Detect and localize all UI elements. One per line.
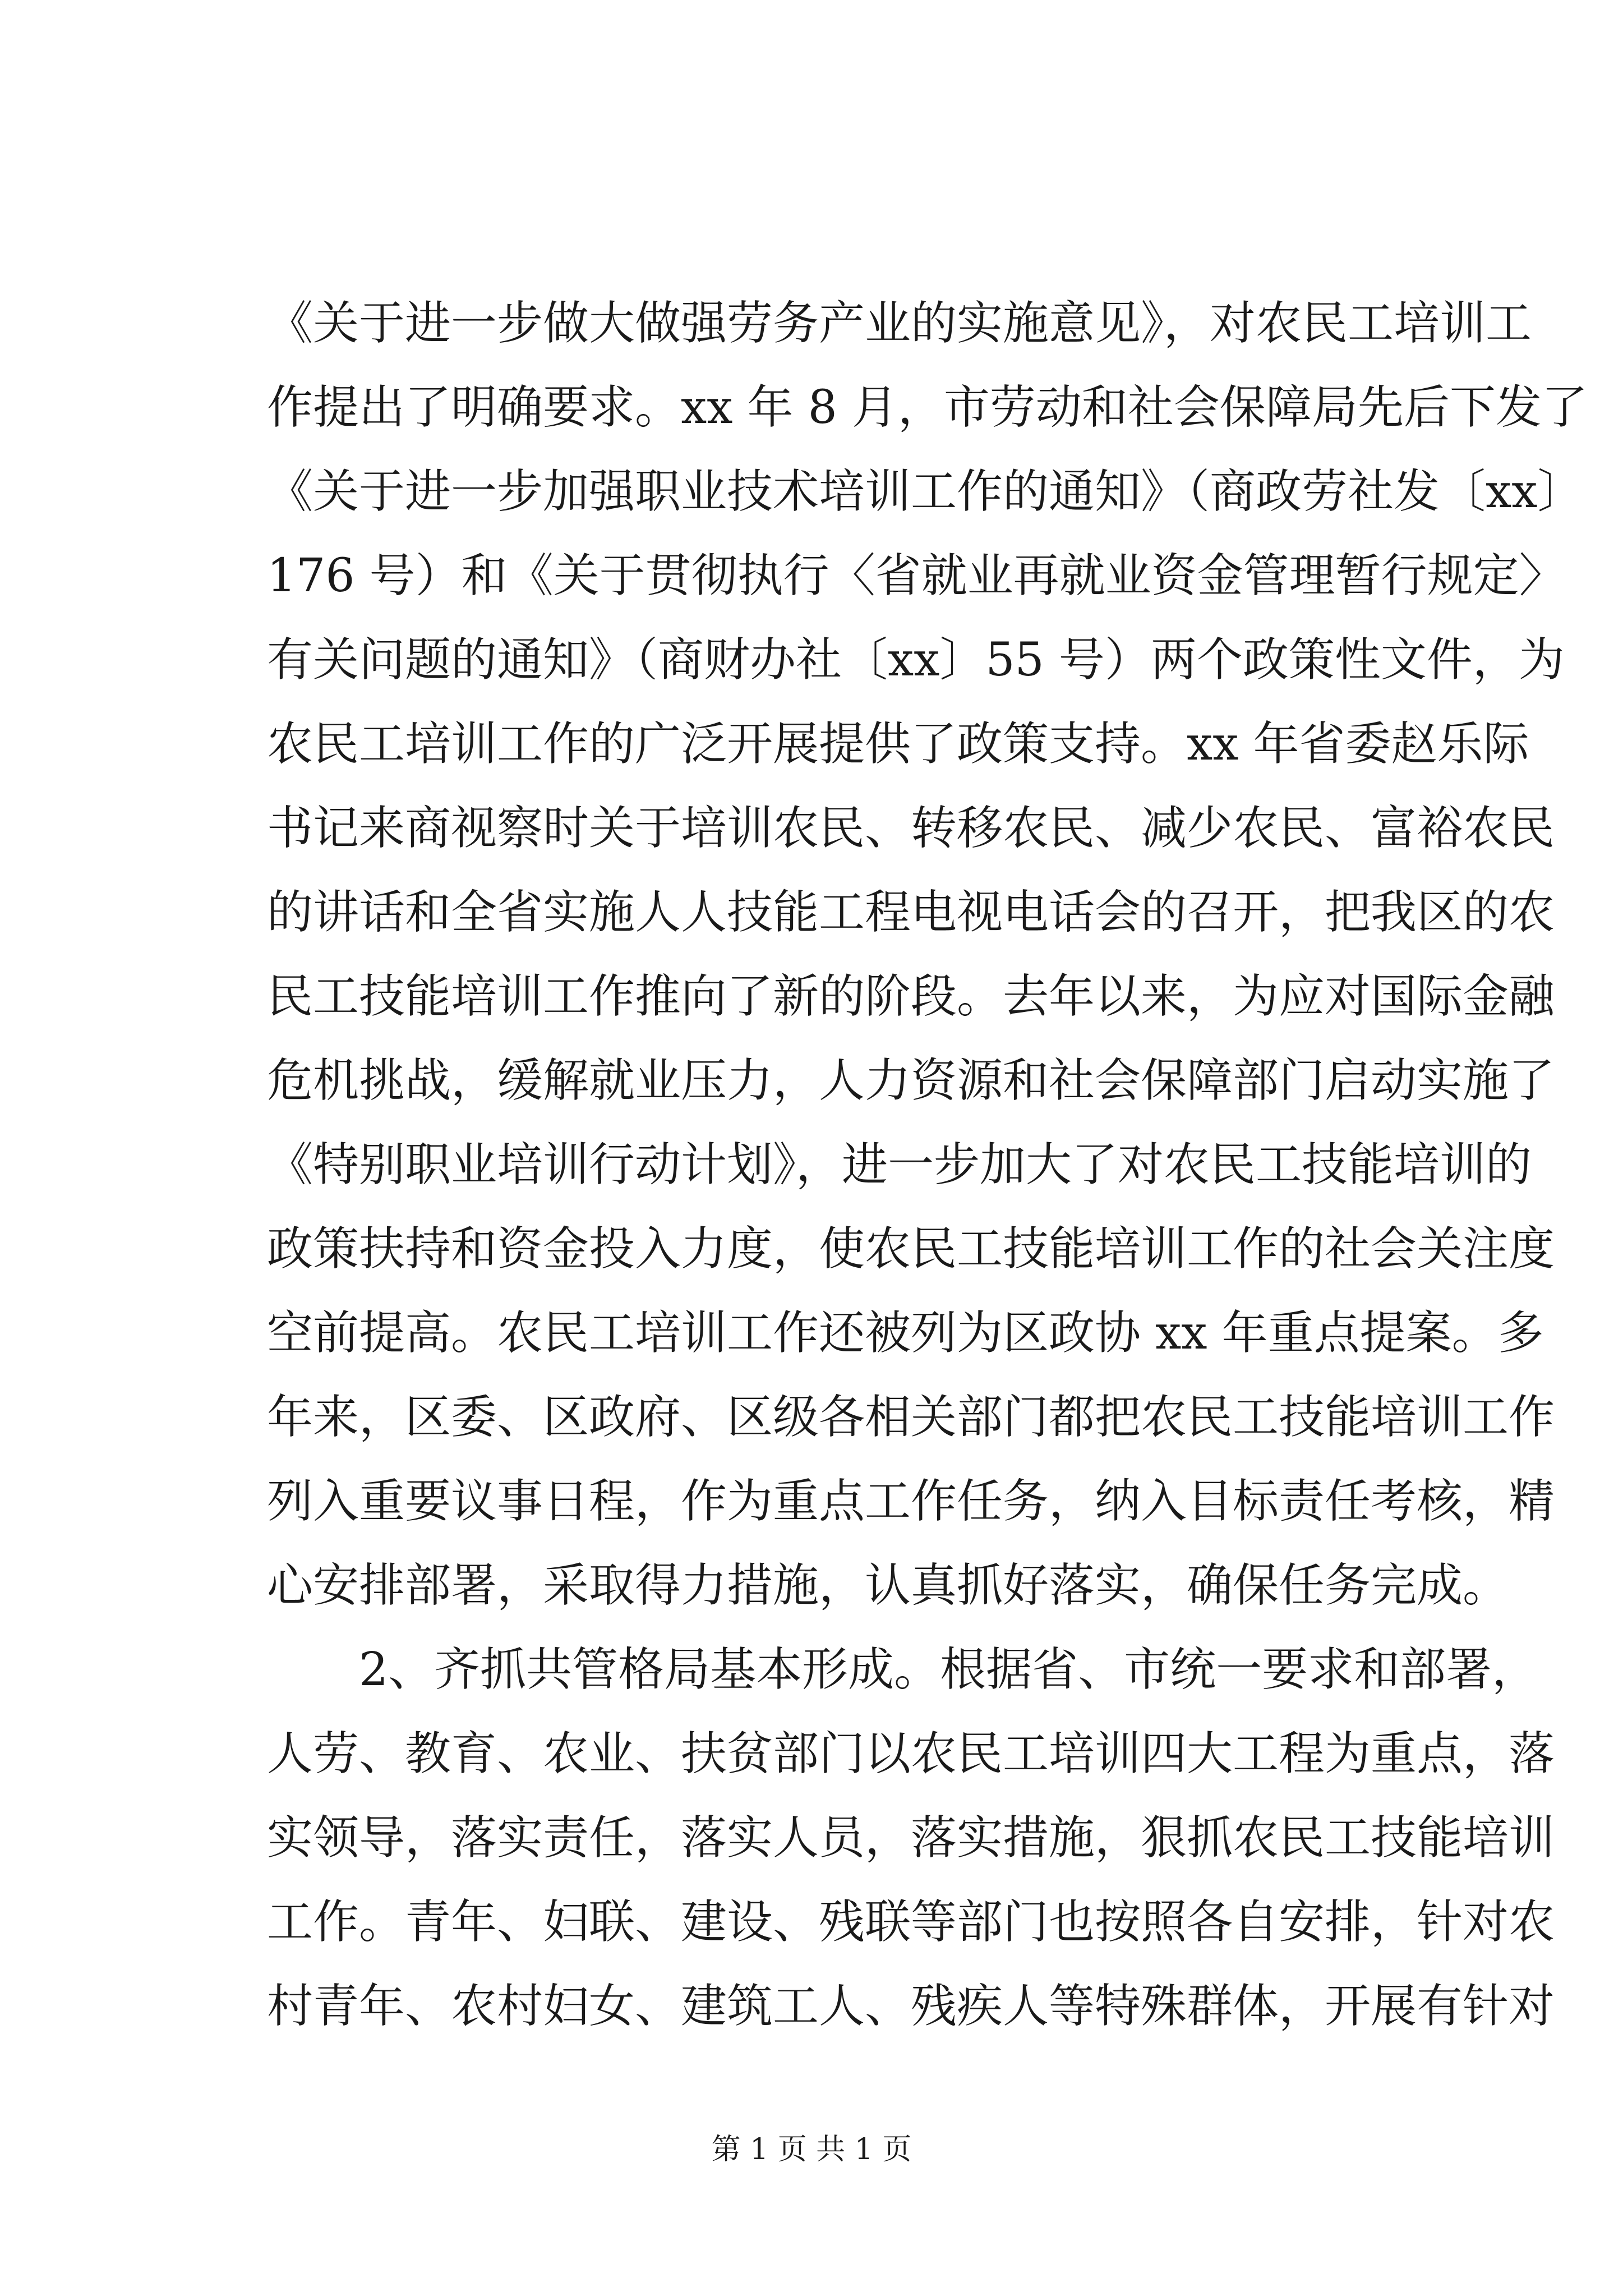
text-line: 民工技能培训工作推向了新的阶段。去年以来，为应对国际金融	[267, 970, 1555, 1023]
text-line: 《特别职业培训行动计划》，进一步加大了对农民工技能培训的	[267, 1138, 1532, 1191]
text-line: 176 号）和《关于贯彻执行〈省就业再就业资金管理暂行规定〉	[267, 549, 1565, 602]
text-line: 人劳、教育、农业、扶贫部门以农民工培训四大工程为重点，落	[267, 1727, 1555, 1780]
text-line: 政策扶持和资金投入力度，使农民工技能培训工作的社会关注度	[267, 1222, 1555, 1276]
text-line: 《关于进一步做大做强劳务产业的实施意见》，对农民工培训工	[267, 297, 1532, 350]
text-line: 作提出了明确要求。xx 年 8 月，市劳动和社会保障局先后下发了	[267, 381, 1588, 434]
text-line: 危机挑战，缓解就业压力，人力资源和社会保障部门启动实施了	[267, 1054, 1555, 1107]
text-line: 有关问题的通知》（商财办社〔xx〕55 号）两个政策性文件，为	[267, 633, 1565, 687]
text-line: 农民工培训工作的广泛开展提供了政策支持。xx 年省委赵乐际	[267, 717, 1529, 771]
text-line: 的讲话和全省实施人人技能工程电视电话会的召开，把我区的农	[267, 886, 1555, 939]
text-line: 空前提高。农民工培训工作还被列为区政协 xx 年重点提案。多	[267, 1306, 1544, 1360]
paragraph-start-line: 2、齐抓共管格局基本形成。根据省、市统一要求和部署，	[359, 1643, 1538, 1696]
text-line: 书记来商视察时关于培训农民、转移农民、减少农民、富裕农民	[267, 802, 1555, 855]
text-line: 列入重要议事日程，作为重点工作任务，纳入目标责任考核，精	[267, 1475, 1555, 1528]
text-line: 《关于进一步加强职业技术培训工作的通知》（商政劳社发〔xx〕	[267, 465, 1584, 518]
text-line: 心安排部署，采取得力措施，认真抓好落实，确保任务完成。	[267, 1559, 1509, 1612]
text-line: 工作。青年、妇联、建设、残联等部门也按照各自安排，针对农	[267, 1895, 1555, 1949]
page-footer: 第 1 页 共 1 页	[711, 2133, 912, 2166]
text-line: 年来，区委、区政府、区级各相关部门都把农民工技能培训工作	[267, 1391, 1555, 1444]
text-line: 村青年、农村妇女、建筑工人、残疾人等特殊群体，开展有针对	[267, 1980, 1555, 2033]
text-line: 实领导，落实责任，落实人员，落实措施，狠抓农民工技能培训	[267, 1811, 1555, 1865]
